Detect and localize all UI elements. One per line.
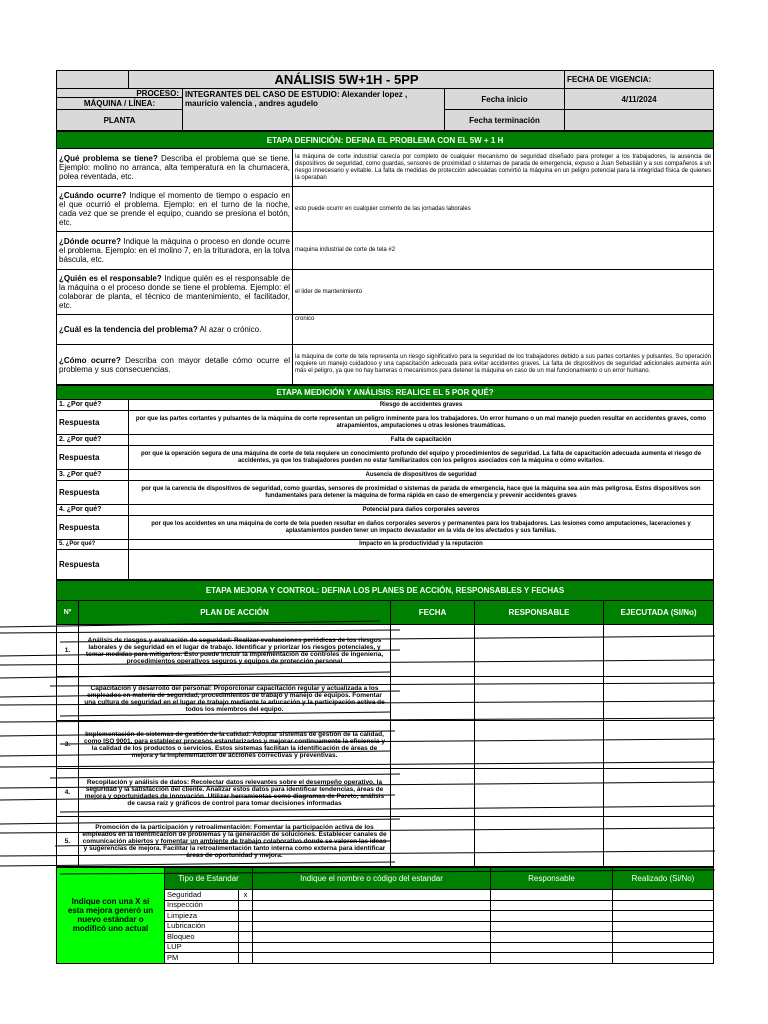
question-cuando-bold: ¿Cuándo ocurre?	[59, 191, 127, 200]
question-como-rest: Describa con mayor detalle cómo ocurre el problema y sus consecuencias.	[59, 355, 290, 374]
why-1-answer: por que las partes cortantes y pulsantes de la máquina de corte representan un peligro inminente para los trabajadores. Un error humano o un mal manejo pueden resultar en accidentes graves, como atrapamientos, amputaciones u otras lesiones traumáticas.	[129, 411, 714, 435]
proceso-label: PROCESO:	[57, 89, 182, 98]
answer-donde: maquina industrial de corte de tela #2	[293, 232, 714, 270]
std-mark-lubricacion[interactable]	[239, 921, 253, 932]
document-title: ANÁLISIS 5W+1H - 5PP	[129, 71, 565, 89]
definicion-heading: ETAPA DEFINICIÓN: DEFINA EL PROBLEMA CON EL 5W + 1 H	[57, 132, 714, 149]
question-donde-bold: ¿Dónde ocurre?	[59, 237, 121, 246]
mejora-heading: ETAPA MEJORA Y CONTROL: DEFINA LOS PLANES DE ACCIÓN, RESPONSABLES Y FECHAS	[57, 581, 714, 601]
answer-quien: el lider de mantenimiento	[293, 270, 714, 315]
plan-3-ejecutada	[604, 721, 714, 769]
plan-3-fecha	[391, 721, 475, 769]
plan-1-text: Análisis de riesgos y evaluación de seguridad: Realizar evaluaciones periódicas de los riesgos laborales y de seguridad en el lugar de trabajo. Identificar y priorizar los riesgos potenciales, y tomar medidas para mitigarlos. Esto puede incluir la implementación de controles de ingeniería, procedimientos operativos seguros y equipos de protección personal	[79, 625, 391, 677]
question-quien	[57, 270, 293, 315]
question-que	[57, 149, 293, 187]
std-tipo-inspeccion: Inspección	[165, 900, 239, 911]
plan-2-responsable	[475, 677, 604, 721]
why-3-answer: por que la carencia de dispositivos de seguridad, como guardas, sensores de proximidad o sistemas de parada de emergencia, hace que la máquina sea aún más peligrosa. Estos dispositivos son fundamentales para detener la máquina de forma rápida en caso de emergencia y prevenir accidentes graves	[129, 481, 714, 505]
std-mark-bloqueo[interactable]	[239, 932, 253, 943]
question-quien-rest: Indique quién es el responsable de la máquina o el proceso donde se tiene el problema. Ejemplo: el colaborar de planta, el técnico de mantenimiento, el facilitador, etc.	[59, 274, 290, 310]
std-mark-lup[interactable]	[239, 942, 253, 953]
why-4-text: Potencial para daños corporales severos	[129, 505, 714, 516]
plan-2-n	[57, 677, 79, 721]
std-mark-inspeccion[interactable]	[239, 900, 253, 911]
plan-3-responsable	[475, 721, 604, 769]
col-responsable: RESPONSABLE	[475, 601, 604, 625]
why-1-label: 1. ¿Por qué?	[57, 400, 129, 411]
plan-4-n: 4.	[57, 769, 79, 817]
plan-4-responsable	[475, 769, 604, 817]
why-5-respuesta-label: Respuesta	[57, 550, 129, 580]
plan-1-fecha	[391, 625, 475, 677]
question-quien-bold: ¿Quién es el responsable?	[59, 274, 162, 283]
question-donde	[57, 232, 293, 270]
why-1-respuesta-label: Respuesta	[57, 411, 129, 435]
col-nombre: Indique el nombre o código del estandar	[253, 868, 491, 890]
plan-4-text: Recopilación y análisis de datos: Recolectar datos relevantes sobre el desempeño operativo, la seguridad y la satisfacción del cliente. Analizar estos datos para identificar tendencias, áreas de mejora y oportunidades de innovación. Utilizar herramientas como diagramas de Pareto, análisis de causa raíz y gráficos de control para tomar decisiones informadas	[79, 769, 391, 817]
header-table	[56, 70, 714, 131]
plan-1-n: 1.	[57, 625, 79, 677]
estandar-prompt: Indique con una X si esta mejora generó un nuevo estándar o modificó uno actual	[57, 868, 165, 964]
answer-cuando: esto puede ocurrir en cualquier comento de las jornadas laborales	[293, 187, 714, 232]
why-5-answer	[129, 550, 714, 580]
why-1-text: Riesgo de accidentes graves	[129, 400, 714, 411]
why-4-label: 4. ¿Por qué?	[57, 505, 129, 516]
plan-3-text: Implementación de sistemas de gestión de la calidad: Adoptar sistemas de gestión de la calidad, como ISO 9001, para establecer procesos estandarizados y mejorar continuamente la eficiencia y la calidad de los productos o servicios. Estos sistemas facilitan la identificación de áreas de mejora y la implementación de acciones correctivas y preventivas.	[79, 721, 391, 769]
std-mark-pm[interactable]	[239, 953, 253, 964]
plan-2-ejecutada	[604, 677, 714, 721]
why-4-answer: por que los accidentes en una máquina de corte de tela pueden resultar en daños corporales severos y permanentes para los trabajadores. Las lesiones como amputaciones, laceraciones y aplastamientos pueden tener un impacto devastador en la vida de los afectados y sus familias.	[129, 516, 714, 540]
maquina-label: MÁQUINA / LÍNEA:	[83, 99, 156, 108]
answer-que: la máquina de corte industrial carecía por completo de cualquier mecanismo de seguridad diseñado para proteger a los trabajadores, la ausencia de dispositivos de seguridad, como guardas, sensores de proximidad o sistemas de parada de emergencia, expuso a Juan Sebastián y a sus compañeros a un riesgo innecesario y evitable. La falta de medidas de protección adecuadas convirtió la máquina en un peligro potencial para la integridad física de quienes la operaban	[293, 149, 714, 187]
why-5-text: Impacto en la productividad y la reputación	[129, 540, 714, 550]
planta-label: PLANTA	[57, 110, 183, 131]
question-tendencia-bold: ¿Cuál es la tendencia del problema?	[59, 325, 198, 334]
vigencia-label: FECHA DE VIGENCIA:	[565, 71, 714, 89]
estandar-table	[56, 867, 714, 964]
plan-5-ejecutada	[604, 817, 714, 867]
why-3-text: Ausencia de dispositivos de seguridad	[129, 470, 714, 481]
std-tipo-seguridad: Seguridad	[165, 890, 239, 901]
why-2-text: Falta de capacitación	[129, 435, 714, 446]
why-2-label: 2. ¿Por qué?	[57, 435, 129, 446]
answer-tendencia: cronico	[293, 315, 714, 345]
question-tendencia-rest: Al azar o crónico.	[197, 325, 262, 334]
plan-4-fecha	[391, 769, 475, 817]
question-que-rest: Describa el problema que se tiene. Ejemplo: molino no arranca, alta temperatura en la chumacera, polea reventada, etc.	[59, 154, 290, 181]
plan-2-text: Capacitación y desarrollo del personal: Proporcionar capacitación regular y actualizada a los empleados en materia de seguridad, procedimientos de trabajo y manejo de equipos. Fomentar una cultura de seguridad en el lugar de trabajo mediante la educación y la participación activa de todos los miembros del equipo.	[79, 677, 391, 721]
proceso-maquina-cell	[57, 89, 183, 110]
col-plan: PLAN DE ACCIÓN	[79, 601, 391, 625]
question-cuando-rest: Indique el momento de tiempo o espacio en el que ocurrió el problema. Ejemplo: en el turno de la noche, cada vez que se prende el equipo, cuando se presiona el botón, etc.	[59, 191, 290, 227]
mejora-table	[56, 580, 714, 867]
col-n: Nº	[57, 601, 79, 625]
question-tendencia	[57, 315, 293, 345]
question-como-bold: ¿Cómo ocurre?	[59, 355, 121, 365]
plan-2-fecha	[391, 677, 475, 721]
fecha-inicio-value: 4/11/2024	[565, 89, 714, 110]
why-2-respuesta-label: Respuesta	[57, 446, 129, 470]
fecha-terminacion-value	[565, 110, 714, 131]
std-tipo-lubricacion: Lubricación	[165, 921, 239, 932]
medicion-table	[56, 385, 714, 580]
fecha-terminacion-label: Fecha terminación	[445, 110, 565, 131]
std-tipo-bloqueo: Bloqueo	[165, 932, 239, 943]
answer-como: la máquina de corte de tela representa un riesgo significativo para la seguridad de los trabajadores debido a sus partes cortantes y pulsantes. Su operación requiere un manejo cuidadoso y una capacitación adecuada para evitar accidentes graves. La falta de dispositivos de seguridad adicionales aumenta aún más el peligro, ya que no hay barreras o mecanismos para detener la máquina en caso de un mal funcionamiento o un error humano.	[293, 345, 714, 385]
plan-4-ejecutada	[604, 769, 714, 817]
plan-1-responsable	[475, 625, 604, 677]
col-std-responsable: Responsable	[491, 868, 613, 890]
plan-5-n: 5.	[57, 817, 79, 867]
question-como	[57, 345, 293, 385]
why-2-answer: por que la operación segura de una máquina de corte de tela requiere un conocimiento profundo del equipo y procedimientos de seguridad. La falta de capacitación adecuada aumenta el riesgo de accidentes, ya que los trabajadores pueden no estar familiarizados con los peligros asociados con la máquina o cómo evitarlos.	[129, 446, 714, 470]
std-tipo-lup: LUP	[165, 942, 239, 953]
question-donde-rest: Indique la máquina o proceso en donde ocurre el problema. Ejemplo: en el molino 7, en la trituradora, en la tolva báscula, etc.	[59, 237, 290, 264]
col-tipo: Tipo de Estandar	[165, 868, 253, 890]
col-realizado: Realizado (Si/No)	[613, 868, 714, 890]
analysis-sheet	[56, 70, 713, 964]
plan-5-fecha	[391, 817, 475, 867]
plan-5-text: Promoción de la participación y retroalimentación: Fomentar la participación activa de los empleados en la identificación de problemas y la generación de soluciones. Establecer canales de comunicación abiertos y fomentar un ambiente de trabajo colaborativo donde se valoren las ideas y sugerencias de mejora. Facilitar la retroalimentación tanto interna como externa para identificar áreas de oportunidad y mejora.	[79, 817, 391, 867]
why-4-respuesta-label: Respuesta	[57, 516, 129, 540]
plan-3-n: 3.	[57, 721, 79, 769]
why-5-label: 5. ¿Por qué?	[57, 540, 129, 550]
question-cuando	[57, 187, 293, 232]
logo-cell	[57, 71, 129, 89]
std-tipo-limpieza: Limpieza	[165, 911, 239, 922]
col-fecha: FECHA	[391, 601, 475, 625]
medicion-heading: ETAPA MEDICIÓN Y ANÁLISIS: REALICE EL 5 POR QUÉ?	[57, 386, 714, 400]
question-que-bold: ¿Qué problema se tiene?	[59, 154, 158, 163]
why-3-respuesta-label: Respuesta	[57, 481, 129, 505]
fecha-inicio-label: Fecha inicio	[445, 89, 565, 110]
plan-5-responsable	[475, 817, 604, 867]
std-mark-limpieza[interactable]	[239, 911, 253, 922]
std-tipo-pm: PM	[165, 953, 239, 964]
integrantes-text: INTEGRANTES DEL CASO DE ESTUDIO: Alexander lopez , mauricio valencia , andres agudelo	[183, 89, 445, 131]
col-ejecutada: EJECUTADA (SI/No)	[604, 601, 714, 625]
why-3-label: 3. ¿Por qué?	[57, 470, 129, 481]
definicion-table	[56, 131, 714, 385]
plan-1-ejecutada	[604, 625, 714, 677]
std-mark-seguridad[interactable]: x	[239, 890, 253, 901]
